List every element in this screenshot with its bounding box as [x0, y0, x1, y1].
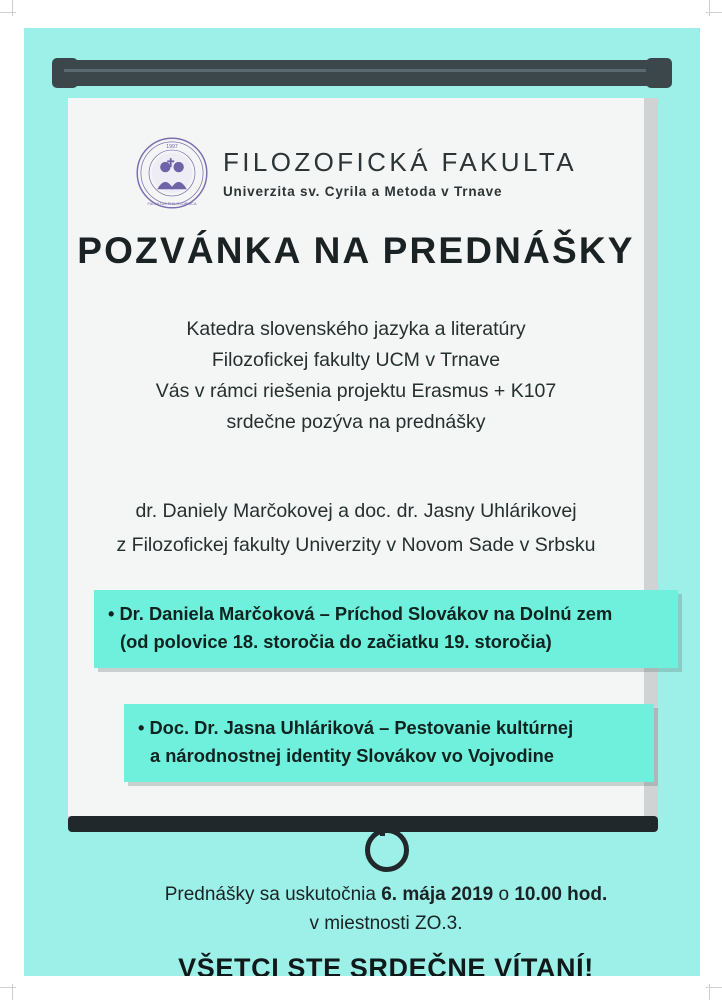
- event-room: v miestnosti ZO.3.: [309, 913, 463, 934]
- ucm-seal-logo-icon: [135, 136, 209, 210]
- guest-speakers: [68, 494, 644, 562]
- crop-mark-top-left: [0, 12, 16, 13]
- roller-bar: [64, 60, 660, 86]
- pull-ring-icon: [365, 828, 409, 872]
- crop-mark-bottom-right-v: [709, 984, 710, 1000]
- event-date: 6. mája 2019: [381, 884, 494, 905]
- lecture-2-line-2: a národnostnej identity Slovákov vo Vojvodine: [150, 745, 554, 766]
- lecture-item-1: [94, 590, 678, 668]
- intro-paragraph: [68, 314, 644, 438]
- faculty-name: FILOZOFICKÁ FAKULTA: [222, 147, 577, 177]
- intro-line-4: srdečne pozýva na prednášky: [226, 411, 486, 433]
- intro-line-3: Vás v rámci riešenia projektu Erasmus + K107: [155, 380, 557, 402]
- crop-mark-top-right-v: [709, 0, 710, 16]
- event-prefix: Prednášky sa uskutočnia: [164, 884, 382, 905]
- roller-cap-right-icon: [646, 58, 672, 88]
- welcome-message: VŠETCI STE SRDEČNE VÍTANÍ!: [178, 953, 594, 976]
- roller-top-assembly: [42, 58, 682, 88]
- svg-text:1997: 1997: [166, 143, 178, 150]
- poster-canvas: [24, 28, 700, 976]
- event-time: 10.00 hod.: [514, 884, 608, 905]
- crop-mark-bottom-left-v: [12, 984, 13, 1000]
- guest-line-1: dr. Daniely Marčokovej a doc. dr. Jasny Uhlárikovej: [135, 500, 577, 522]
- intro-line-2: Filozofickej fakulty UCM v Trnave: [211, 349, 501, 371]
- poster-header: [68, 136, 644, 210]
- event-middle: o: [493, 884, 515, 905]
- intro-line-1: Katedra slovenského jazyka a literatúry: [186, 318, 526, 340]
- crop-mark-bottom-left: [0, 987, 16, 988]
- page-title: POZVÁNKA NA PREDNÁŠKY: [77, 230, 635, 271]
- crop-mark-top-left-v: [12, 0, 13, 16]
- university-name: Univerzita sv. Cyrila a Metoda v Trnave: [222, 184, 503, 199]
- lecture-1-line-1: • Dr. Daniela Marčoková – Príchod Slovákov na Dolnú zem: [108, 603, 613, 624]
- event-details: [48, 880, 700, 938]
- svg-text:FACULTAS PHILOSOPHICA: FACULTAS PHILOSOPHICA: [147, 201, 197, 206]
- screen-bottom-bar: [68, 816, 658, 832]
- lecture-item-2: [124, 704, 654, 782]
- lecture-2-line-1: • Doc. Dr. Jasna Uhláriková – Pestovanie kultúrnej: [138, 717, 574, 738]
- guest-line-2: z Filozofickej fakulty Univerzity v Novom Sade v Srbsku: [116, 534, 596, 556]
- lecture-1-line-2: (od polovice 18. storočia do začiatku 19. storočia): [120, 631, 552, 652]
- event-datetime-line: [48, 880, 700, 909]
